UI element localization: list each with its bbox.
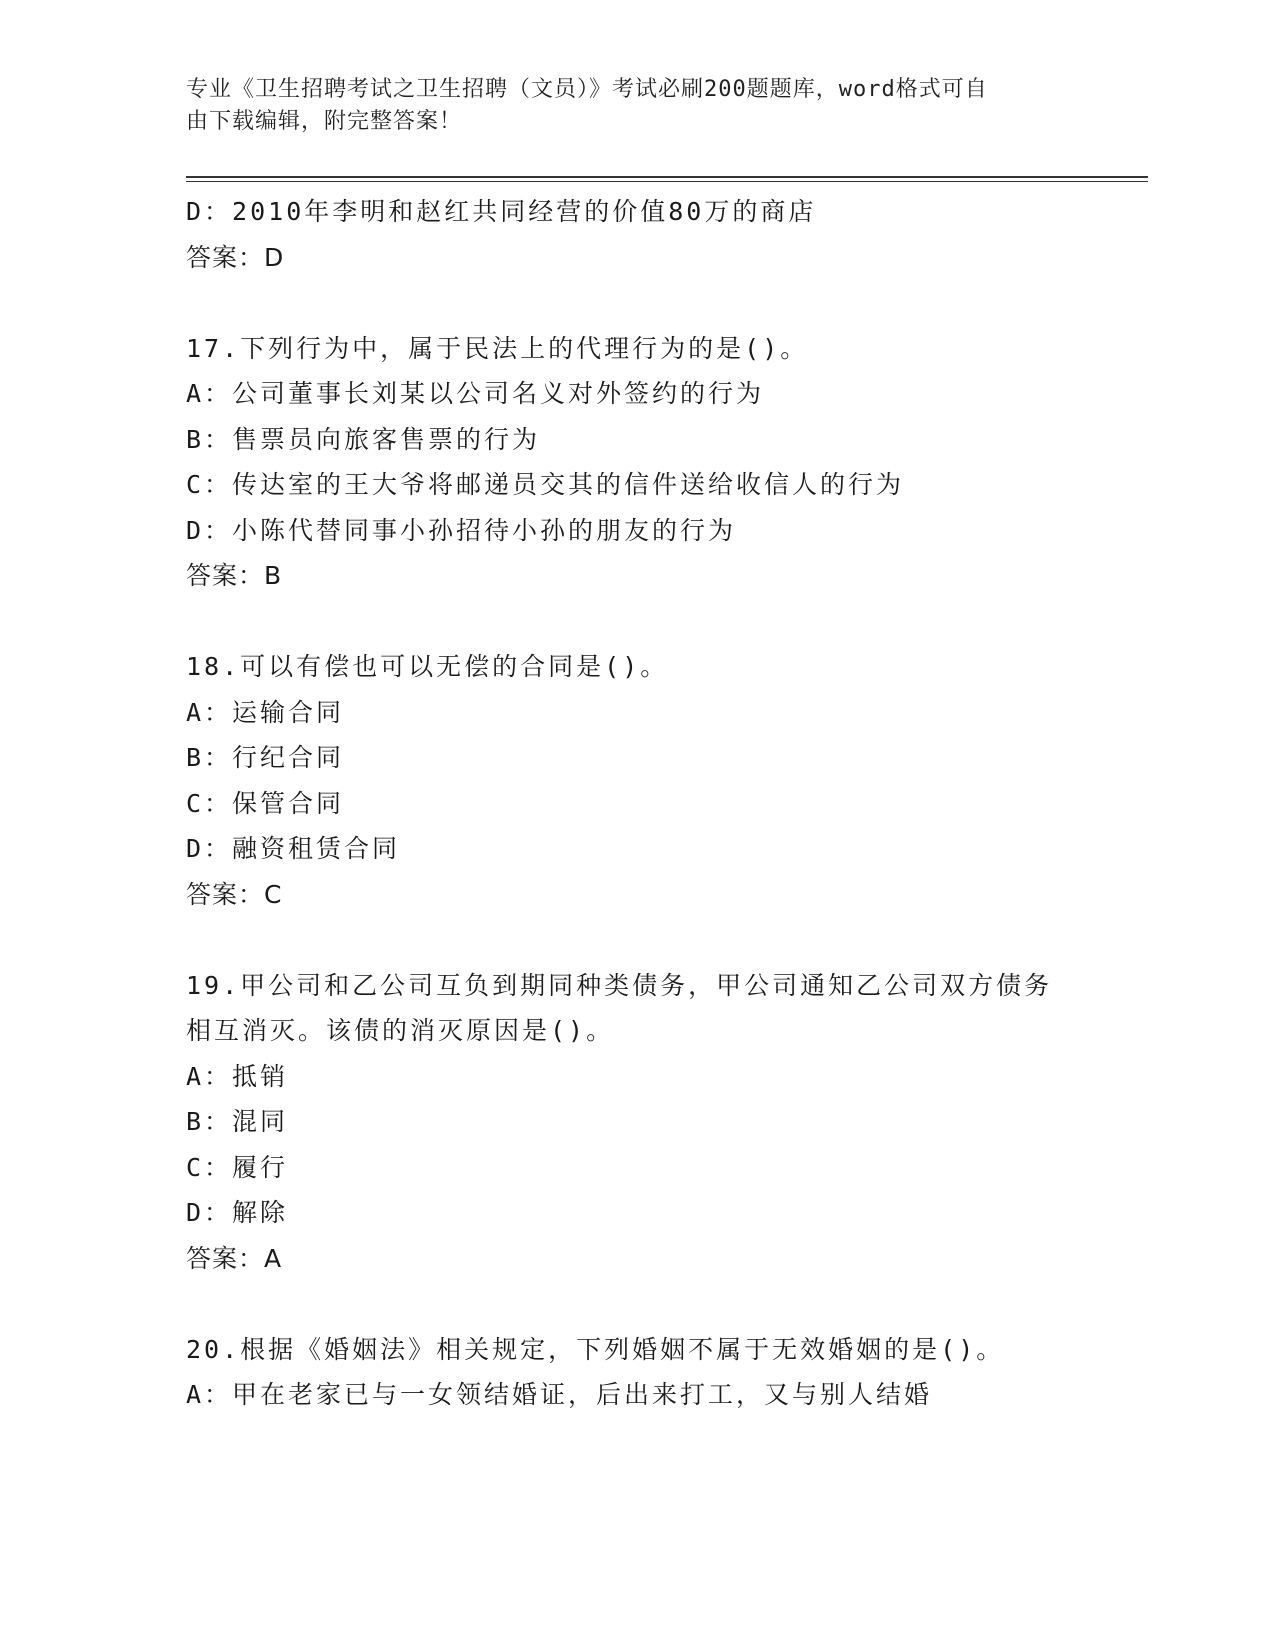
question-20 [186, 1327, 1126, 1418]
question-stem-line-2: 相互消灭。该债的消灭原因是()。 [186, 1016, 615, 1045]
header-line-1: 专业《卫生招聘考试之卫生招聘（文员）》考试必刷200题题库，word格式可自 [186, 77, 988, 102]
spacer [186, 280, 1126, 326]
question-stem: 18.可以有偿也可以无偿的合同是()。 [186, 652, 669, 681]
header-divider [186, 176, 1148, 182]
option-d: D：解除 [186, 1198, 289, 1227]
option-d: D：融资租赁合同 [186, 834, 401, 863]
option-a: A：公司董事长刘某以公司名义对外签约的行为 [186, 379, 765, 408]
question-stem: 20.根据《婚姻法》相关规定，下列婚姻不属于无效婚姻的是()。 [186, 1334, 1005, 1364]
option-a: A：抵销 [186, 1061, 289, 1091]
question-18 [186, 644, 1126, 917]
page-header [186, 74, 1066, 138]
question-stem-line-1: 19.甲公司和乙公司互负到期同种类债务，甲公司通知乙公司双方债务 [186, 970, 1053, 1000]
header-line-2: 由下载编辑，附完整答案！ [186, 109, 463, 134]
option-b: B：售票员向旅客售票的行为 [186, 424, 541, 454]
option-a: A：甲在老家已与一女领结婚证，后出来打工，又与别人结婚 [186, 1380, 933, 1409]
answer: 答案：B [186, 561, 283, 590]
spacer [186, 1281, 1126, 1327]
option-b: B：混同 [186, 1107, 289, 1136]
prev-answer: 答案：D [186, 242, 285, 272]
option-c: C：保管合同 [186, 788, 345, 818]
option-b: B：行纪合同 [186, 743, 345, 772]
question-list [186, 189, 1126, 1418]
question-19 [186, 963, 1126, 1282]
option-d: D：小陈代替同事小孙招待小孙的朋友的行为 [186, 515, 737, 545]
option-c: C：履行 [186, 1152, 289, 1182]
answer: 答案：C [186, 879, 283, 909]
prev-option-d: D：2010年李明和赵红共同经营的价值80万的商店 [186, 197, 817, 226]
option-a: A：运输合同 [186, 697, 345, 727]
option-c: C：传达室的王大爷将邮递员交其的信件送给收信人的行为 [186, 470, 905, 499]
answer: 答案：A [186, 1243, 283, 1273]
spacer [186, 599, 1126, 645]
question-stem: 17.下列行为中，属于民法上的代理行为的是()。 [186, 333, 809, 363]
spacer [186, 917, 1126, 963]
question-17 [186, 326, 1126, 599]
